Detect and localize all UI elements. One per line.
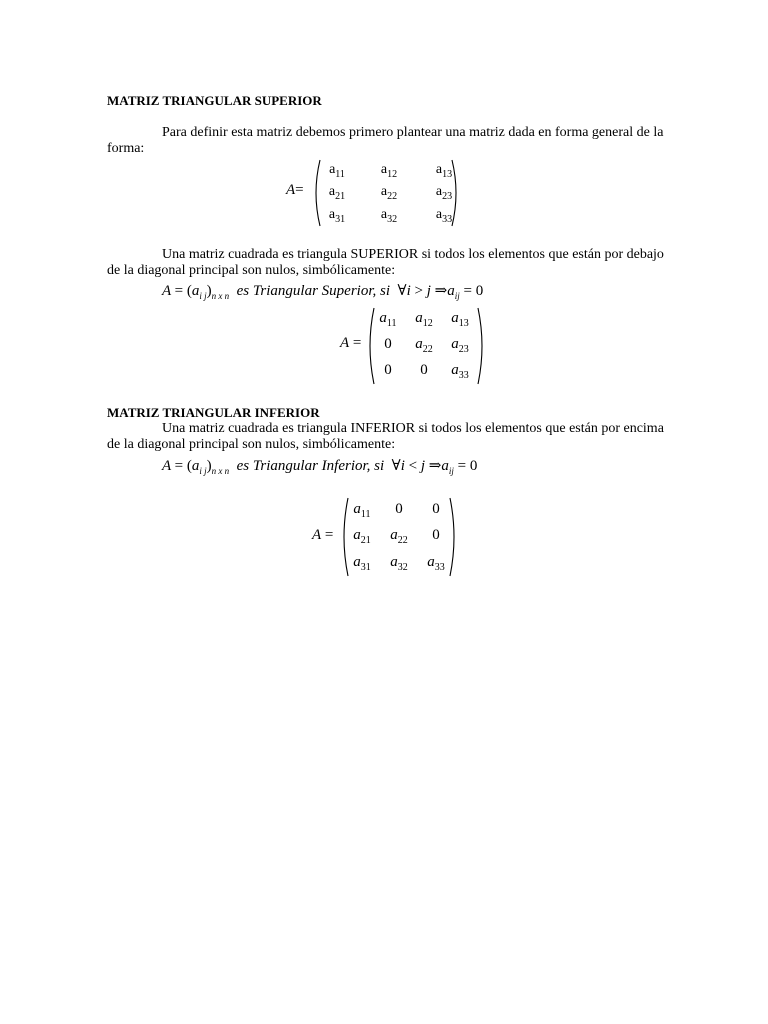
matrix-cell [370,310,406,327]
matrix-cell [320,207,354,223]
matrix-entry-subscript: 31 [360,562,371,573]
matrix-entry-subscript: 11 [335,169,345,180]
matrix-entry: a [380,207,388,222]
lower-triangular-matrix: A = $a_{11}$ 0 0 $a_{21}$ $a_{22}$ 0 $a_{31}$ $a_{32}$ $a_{33}$ [312,496,462,578]
matrix-entry: a [390,527,398,543]
matrix-cell [442,362,478,379]
matrix-cell [406,336,442,353]
matrix-cell [427,162,461,178]
matrix-entry-subscript: 22 [422,344,433,355]
matrix-cell [418,501,454,518]
matrix-entry: a [435,207,443,222]
matrix-entry-subscript: 21 [360,535,371,546]
matrix-entry-subscript: 22 [387,191,398,202]
matrix-entry-subscript: 23 [458,344,469,355]
matrix-entry: a [353,554,361,570]
matrix-cell [372,184,406,200]
matrix-cell [427,184,461,200]
matrix-cell [418,554,454,571]
matrix-entry-subscript: 13 [458,318,469,329]
matrix-entry: 0 [395,501,403,517]
section-title-superior: MATRIZ TRIANGULAR SUPERIOR [107,93,322,108]
upper-triangular-matrix: A = $a_{11}$ $a_{12}$ $a_{13}$ 0 $a_{22}$ $a_{23}$ 0 0 $a_{33}$ [340,306,490,386]
matrix-cell [372,207,406,223]
matrix-entry: a [415,310,423,326]
matrix-cell [442,336,478,353]
general-matrix [286,158,466,228]
matrix-entry: a [451,336,459,352]
matrix-entry: a [390,554,398,570]
matrix-entry-subscript: 11 [386,318,397,329]
superior-definition-formula: $A = (a_{i j})_{n x n}$ es Triangular Superior, si ∀i > j $\Rightarrow a_{ij} = 0$ [162,283,484,301]
matrix-cell [344,554,380,571]
matrix-cell [344,501,380,518]
matrix-entry-subscript: 31 [335,214,346,225]
matrix-entry-subscript: 32 [387,214,398,225]
matrix-cell [370,336,406,353]
matrix-cell [381,554,417,571]
matrix-entry: a [380,184,388,199]
matrix-entry-subscript: 21 [335,191,346,202]
matrix-entry-subscript: 12 [422,318,433,329]
matrix-cell [418,527,454,544]
equals-sign: = [295,182,304,198]
matrix-entry-subscript: 13 [442,169,453,180]
matrix-entry-subscript: 11 [360,509,371,520]
matrix-entry-subscript: 33 [458,370,469,381]
matrix-entry: a [435,162,443,177]
matrix-cell [320,162,354,178]
matrix-entry: a [415,336,423,352]
matrix-entry: a [379,310,387,326]
matrix-entry-subscript: 22 [397,535,408,546]
matrix-entry: a [451,362,459,378]
matrix-cell [381,501,417,518]
matrix-cell [406,310,442,327]
matrix-entry: a [328,207,336,222]
matrix-cell [427,207,461,223]
definition-text: es Triangular Inferior, si [236,458,385,474]
matrix-cell [320,184,354,200]
matrix-entry: a [451,310,459,326]
matrix-entry-subscript: 12 [387,169,398,180]
matrix-entry: a [380,162,388,177]
matrix-cell [344,527,380,544]
matrix-label: A [286,182,296,198]
formula-A: A [162,283,171,299]
intro-line-1: Para definir esta matriz debemos primero plantear una matriz dada en forma general de la [162,125,664,140]
matrix-entry: a [329,162,336,177]
matrix-entry: a [353,527,361,543]
superior-desc-line-2: de la diagonal principal son nulos, simbólicamente: [107,263,396,278]
matrix-cell [406,362,442,379]
matrix-cell [381,527,417,544]
matrix-entry-subscript: 32 [397,562,408,573]
matrix-cell [372,162,406,178]
section-title-inferior: MATRIZ TRIANGULAR INFERIOR [107,405,320,420]
matrix-entry: 0 [384,336,392,352]
inferior-desc-line-2: de la diagonal principal son nulos, simbólicamente: [107,437,396,452]
matrix-entry: 0 [420,362,428,378]
matrix-entry: a [328,184,336,199]
matrix-cell [442,310,478,327]
intro-line-2: forma: [107,141,145,156]
matrix-entry: a [353,501,361,517]
matrix-entry: 0 [384,362,392,378]
matrix-entry: a [427,554,435,570]
matrix-entry-subscript: 33 [442,214,453,225]
matrix-entry-subscript: 33 [434,562,445,573]
superior-desc-line-1: Una matriz cuadrada es triangula SUPERIOR si todos los elementos que están por debajo [162,247,664,262]
definition-text: es Triangular Superior, si [236,283,391,299]
inferior-desc-line-1: Una matriz cuadrada es triangula INFERIOR si todos los elementos que están por encima [162,421,664,436]
matrix-entry: 0 [432,527,440,543]
inferior-definition-formula: $A = (a_{i j})_{n x n}$ es Triangular Inferior, si ∀i < j $\Rightarrow a_{ij} = 0$ [162,458,478,476]
matrix-cell [370,362,406,379]
matrix-entry: a [435,184,443,199]
matrix-entry-subscript: 23 [442,191,453,202]
matrix-entry: 0 [432,501,440,517]
